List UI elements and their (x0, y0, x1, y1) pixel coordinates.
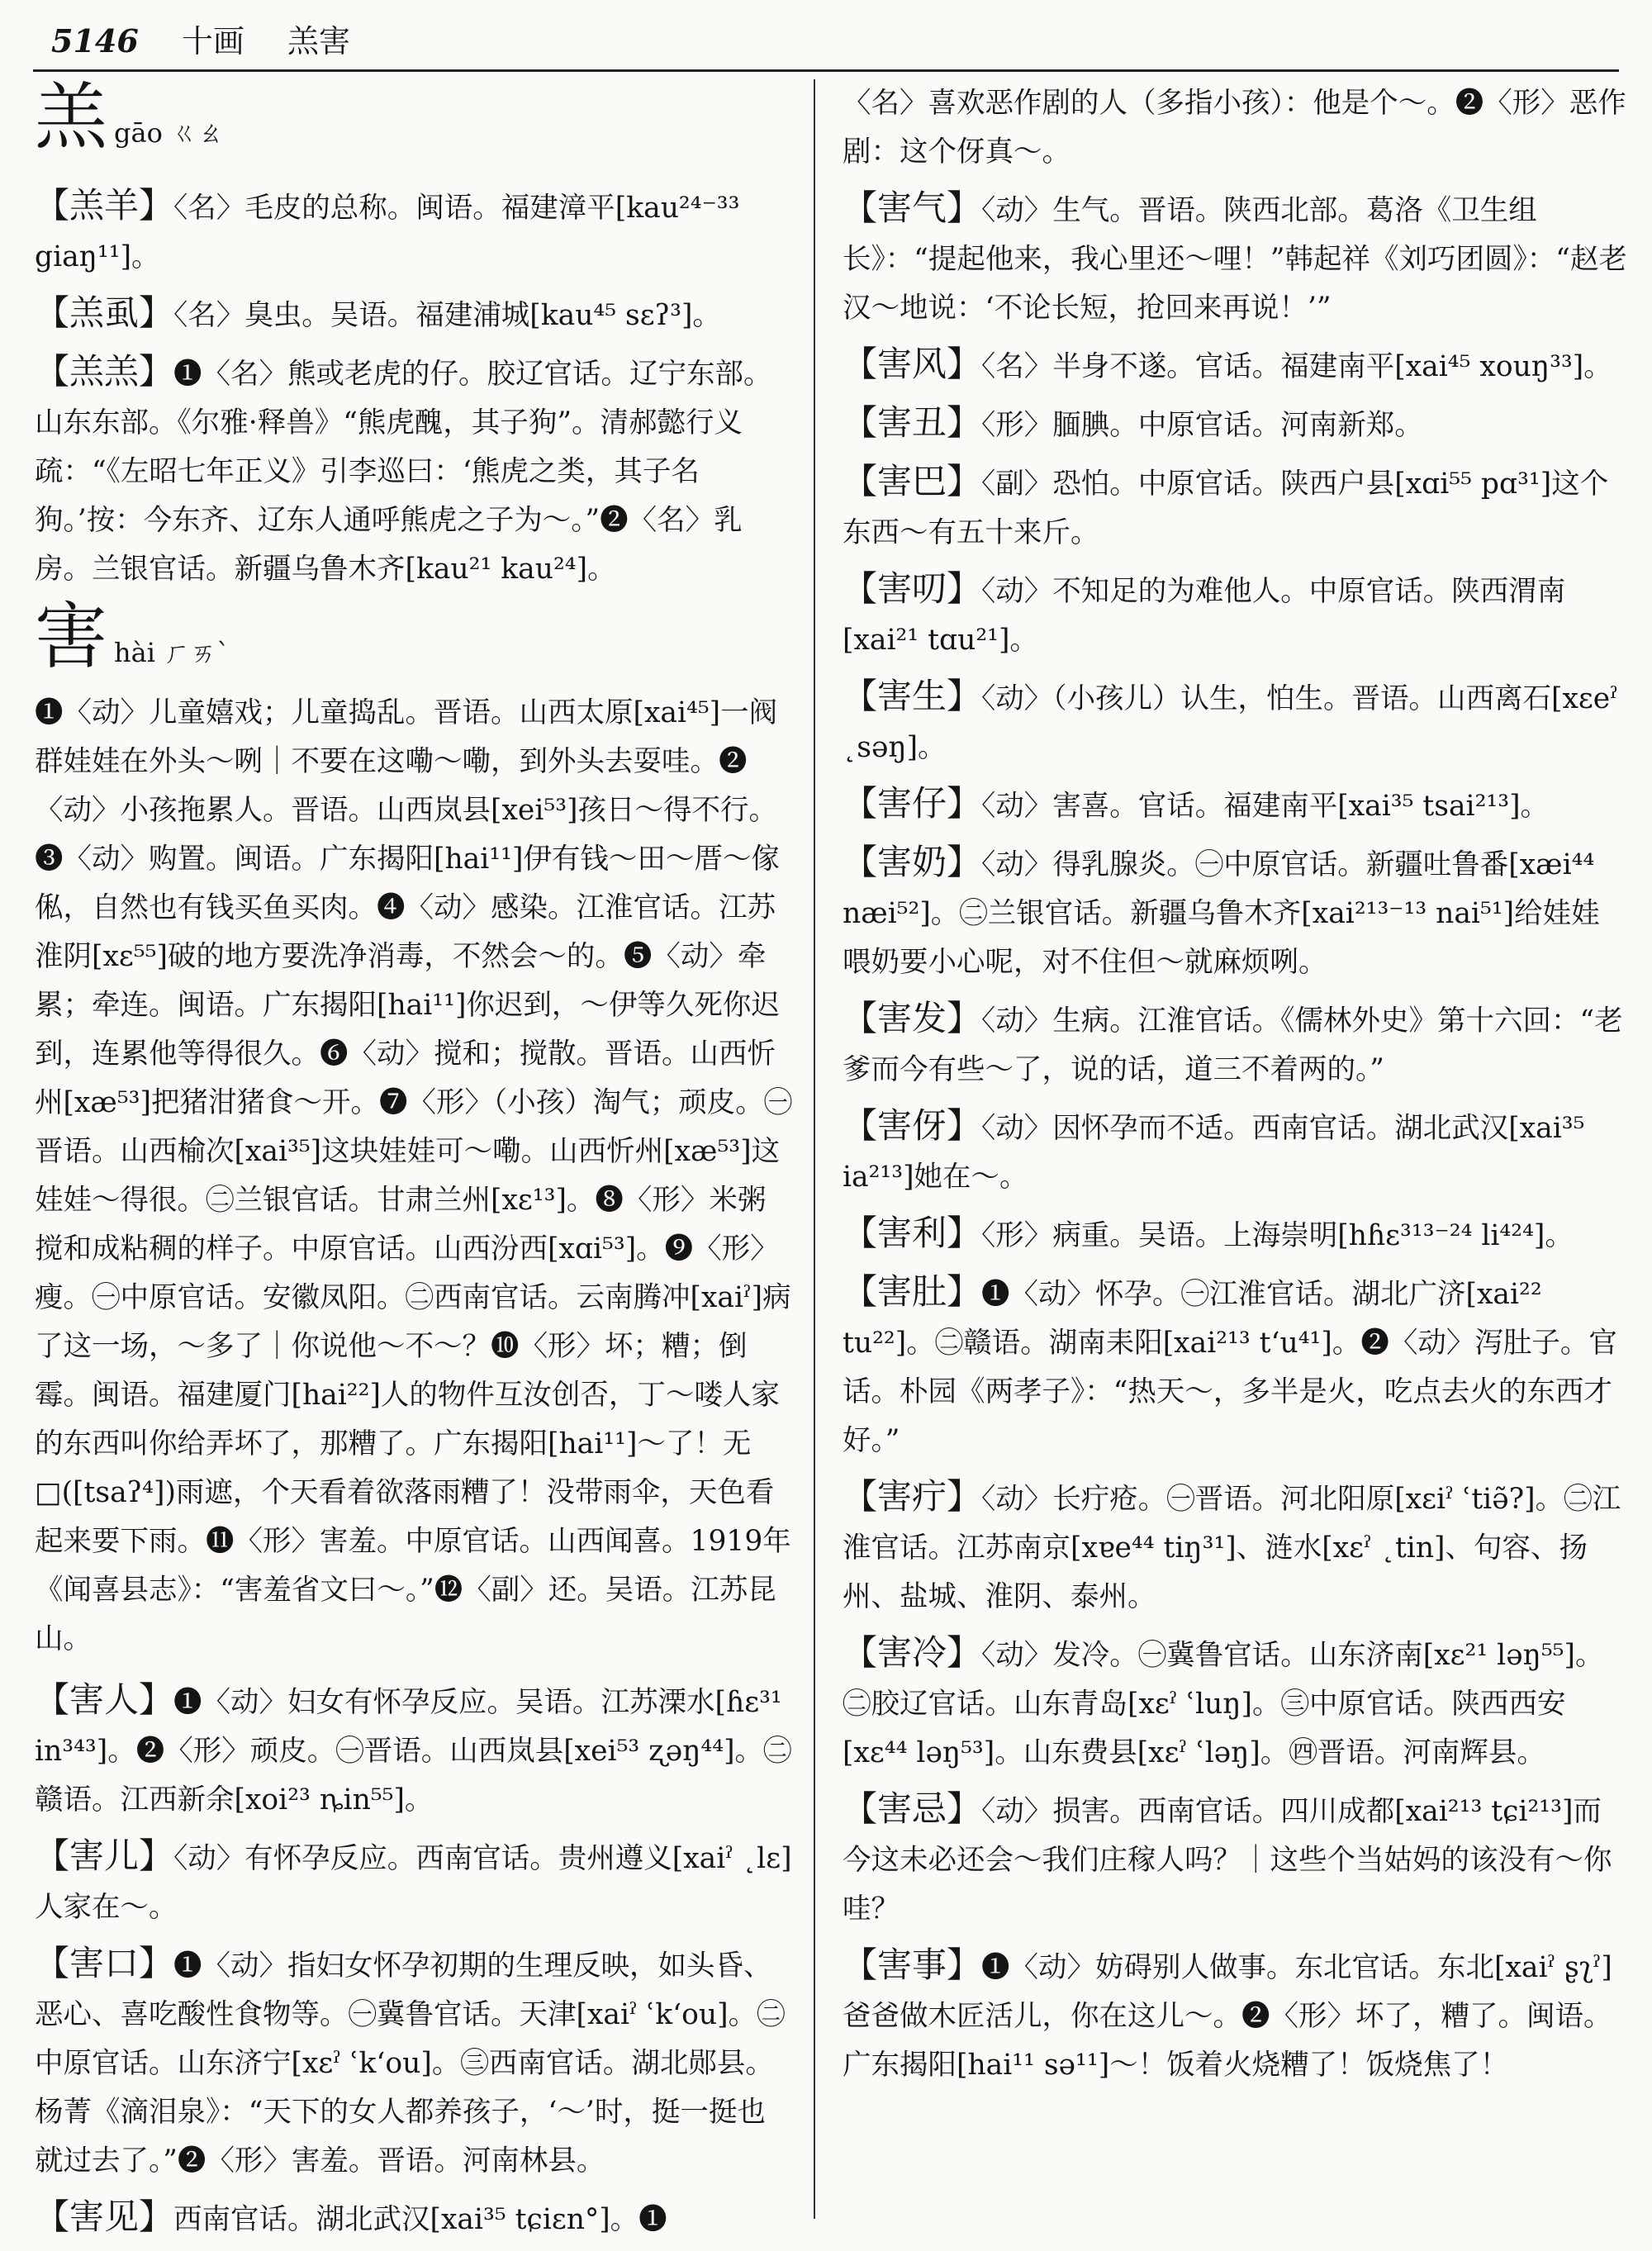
section-label: 十画 (181, 23, 244, 59)
dictionary-entry (35, 288, 793, 340)
headword: 【害利】 (843, 1213, 982, 1253)
definition-text: 〈名〉半身不遂。官话。福建南平[xai⁴⁵ xouŋ³³]。 (981, 350, 1612, 383)
header-rule (33, 69, 1619, 72)
dictionary-entry (35, 1939, 793, 2186)
dictionary-entry (35, 1831, 793, 1932)
definition-text: 〈动〉（小孩儿）认生，怕生。晋语。山西离石[xɛeˀ ˛səŋ]。 (843, 682, 1618, 764)
definition-text: ❶〈动〉妨碍别人做事。东北官话。东北[xaiˀ ʂʅˀ]爸爸做木匠活儿，你在这儿～。❷〈形〉坏了，糟了。闽语。广东揭阳[hai¹¹ sə¹¹]～！饭着火烧糟了！饭烧焦了！ (843, 1951, 1612, 2082)
page-number: 5146 (51, 22, 139, 59)
definition-text: 〈动〉长疔疮。㊀晋语。河北阳原[xɛiˀ ʿtiə̃?]。㊁江淮官话。江苏南京[xɐe⁴⁴ tiŋ³¹]、涟水[xɛˀ ˛tin]、句容、扬州、盐城、淮阴、泰州。 (843, 1483, 1621, 1613)
character-entry (35, 594, 793, 1664)
headword: 【害肚】 (843, 1271, 982, 1312)
headword: 【羔羔】 (35, 351, 174, 392)
headword: 【害叨】 (843, 568, 982, 609)
dictionary-entry (843, 672, 1627, 772)
headword: 【害生】 (843, 676, 982, 716)
character-entry (35, 74, 793, 169)
headword: 【害气】 (843, 188, 982, 228)
headword: 【害人】 (35, 1679, 174, 1720)
dictionary-entry (35, 181, 793, 282)
definition-text: ❶〈动〉怀孕。㊀江淮官话。湖北广济[xai²² tu²²]。㊁赣语。湖南耒阳[xai²¹³ t‘u⁴¹]。❷〈动〉泻肚子。官话。朴园《两孝子》：“热天～，多半是火，吃点去火的东西才好。” (843, 1278, 1617, 1457)
definition-text: 〈动〉生气。晋语。陕西北部。葛洛《卫生组长》：“提起他来，我心里还～哩！”韩起祥《刘巧团圆》：“赵老汉～地说：‘不论长短，抢回来再说！’” (843, 194, 1627, 325)
definition-text: 〈名〉毛皮的总称。闽语。福建漳平[kau²⁴⁻³³ giaŋ¹¹]。 (35, 192, 740, 273)
definition-text: 〈名〉喜欢恶作剧的人（多指小孩）：他是个～。❷〈形〉恶作剧：这个伢真～。 (843, 87, 1626, 169)
header-characters: 羔害 (287, 23, 350, 59)
headword: 【害发】 (843, 998, 982, 1038)
headword: 【害奶】 (843, 842, 982, 882)
definition-text: 〈动〉得乳腺炎。㊀中原官话。新疆吐鲁番[xæi⁴⁴ næi⁵²]。㊁兰银官话。新疆乌鲁木齐[xai²¹³⁻¹³ nai⁵¹]给娃娃喂奶要小心呢，对不住但～就麻烦咧。 (843, 848, 1600, 979)
dictionary-entry (843, 1101, 1627, 1202)
dictionary-entry (843, 398, 1627, 450)
dictionary-entry (843, 564, 1627, 665)
head-character: 害 (35, 594, 108, 679)
dictionary-entry (35, 2192, 793, 2244)
definition-text: 〈形〉腼腆。中原官话。河南新郑。 (981, 409, 1423, 442)
dictionary-entry (843, 838, 1627, 987)
dictionary-entry (843, 779, 1627, 831)
definition-text: 〈动〉发冷。㊀冀鲁官话。山东济南[xɛ²¹ ləŋ⁵⁵]。㊁胶辽官话。山东青岛[xɛˀ ʿluŋ]。㊂中原官话。陕西西安[xɛ⁴⁴ ləŋ⁵³]。山东费县[xɛˀ ʿləŋ]。㊃晋语。河南辉县。 (843, 1639, 1604, 1769)
headword: 【羔虱】 (35, 292, 174, 333)
definition-text: 〈动〉害喜。官话。福建南平[xai³⁵ tsai²¹³]。 (981, 790, 1550, 823)
dictionary-entry (843, 1940, 1627, 2090)
definition-text: 〈副〉恐怕。中原官话。陕西户县[xɑi⁵⁵ pɑ³¹]这个东西～有五十来斤。 (843, 468, 1609, 549)
left-column (35, 74, 793, 2251)
definition-text: ❶〈名〉熊或老虎的仔。胶辽官话。辽宁东部。山东东部。《尔雅·释兽》“熊虎醜，其子狗”。清郝懿行义疏：“《左昭七年正义》引李巡曰：‘熊虎之类，其子名狗。’按：今东齐、辽东人通呼熊虎之子为～。”❷〈名〉乳房。兰银官话。新疆乌鲁木齐[kau²¹ kau²⁴]。 (35, 358, 772, 586)
dictionary-entry (843, 457, 1627, 558)
definition-text: 〈动〉损害。西南官话。四川成都[xai²¹³ tɕi²¹³]而今这未必还会～我们庄稼人吗？｜这些个当姑妈的该没有～你哇？ (843, 1795, 1612, 1926)
headword: 【羔羊】 (35, 185, 174, 226)
headword: 【害冷】 (843, 1632, 982, 1673)
dictionary-entry (843, 1209, 1627, 1261)
dictionary-entry (843, 1628, 1627, 1778)
definition-text: ❶〈动〉儿童嬉戏；儿童捣乱。晋语。山西太原[xai⁴⁵]一阀群娃娃在外头～咧｜不要在这嘞～嘞，到外头去耍哇。❷〈动〉小孩拖累人。晋语。山西岚县[xei⁵³]孩日～得不行。❸〈动〉购置。闽语。广东揭阳[hai¹¹]伊有钱～田～厝～傢俬，自然也有钱买鱼买肉。❹〈动〉感染。江淮官话。江苏淮阴[xɛ⁵⁵]破的地方要洗净消毒，不然会～的。❺〈动〉牵累；牵连。闽语。广东揭阳[hai¹¹]你迟到，～伊等久死你迟到，连累他等得很久。❻〈动〉搅和；搅散。晋语。山西忻州[xæ⁵³]把猪泔猪食～开。❼〈形〉（小孩）淘气；顽皮。㊀晋语。山西榆次[xai³⁵]这块娃娃可～嘞。山西忻州[xæ⁵³]这娃娃～得很。㊁兰银官话。甘肃兰州[xɛ¹³]。❽〈形〉米粥搅和成粘稠的样子。中原官话。山西汾西[xɑi⁵³]。❾〈形〉瘦。㊀中原官话。安徽凤阳。㊁西南官话。云南腾冲[xaiˀ]病了这一场，～多了｜你说他～不～？❿〈形〉坏；糟；倒霉。闽语。福建厦门[hai²²]人的物件互汝创否，丁～喽人家的东西叫你给弄坏了，那糟了。广东揭阳[hai¹¹]～了！无□([tsaʔ⁴])雨遮，个天看着欲落雨糟了！没带雨伞，天色看起来要下雨。⓫〈形〉害羞。中原官话。山西闻喜。1919年《闻喜县志》：“害羞省文曰～。”⓬〈副〉还。吴语。江苏昆山。 (35, 696, 793, 1655)
pronunciation: gāo ㄍㄠ (114, 117, 225, 149)
definition-text: ❶〈动〉妇女有怀孕反应。吴语。江苏溧水[ɦɛ³¹ in³⁴³]。❷〈形〉顽皮。㊀晋语。山西岚县[xei⁵³ ʐəŋ⁴⁴]。㊁赣语。江西新余[xoi²³ ȵin⁵⁵]。 (35, 1686, 792, 1816)
definition-text: 〈动〉不知足的为难他人。中原官话。陕西渭南[xai²¹ tɑu²¹]。 (843, 575, 1566, 657)
definition-text: 〈动〉有怀孕反应。西南官话。贵州遵义[xaiˀ ˛lɛ]人家在～。 (35, 1842, 792, 1924)
headword: 【害丑】 (843, 402, 982, 443)
right-column (843, 79, 1627, 2097)
headword: 【害口】 (35, 1943, 174, 1983)
headword: 【害见】 (35, 2196, 174, 2237)
column-divider (814, 79, 815, 2219)
headword: 【害疔】 (843, 1476, 982, 1517)
dictionary-entry (843, 1784, 1627, 1934)
page-header (51, 18, 383, 64)
definition-text: 〈动〉因怀孕而不适。西南官话。湖北武汉[xai³⁵ ia²¹³]她在～。 (843, 1112, 1585, 1194)
pronunciation: hài ㄏㄞˋ (114, 637, 230, 668)
headword: 【害儿】 (35, 1835, 174, 1876)
headword: 【害巴】 (843, 461, 982, 501)
definition-text: ❶〈动〉指妇女怀孕初期的生理反映，如头昏、恶心、喜吃酸性食物等。㊀冀鲁官话。天津[xaiˀ ʿk‘ou]。㊁中原官话。山东济宁[xɛˀ ʿk‘ou]。㊂西南官话。湖北郧县。杨菁《滴泪泉》：“天下的女人都养孩子，‘～’时，挺一挺也就过去了。”❷〈形〉害羞。晋语。河南林县。 (35, 1949, 786, 2177)
head-character: 羔 (35, 74, 108, 159)
definition-text: 西南官话。湖北武汉[xai³⁵ tɕiɛn°]。❶ (173, 2203, 667, 2236)
dictionary-entry (843, 1472, 1627, 1622)
dictionary-entry (843, 994, 1627, 1095)
definition-text: 〈名〉臭虫。吴语。福建浦城[kau⁴⁵ sɛʔ³]。 (173, 299, 721, 332)
definition-text: 〈形〉病重。吴语。上海崇明[hɦɛ³¹³⁻²⁴ li⁴²⁴]。 (981, 1219, 1574, 1252)
headword: 【害风】 (843, 344, 982, 384)
headword: 【害伢】 (843, 1105, 982, 1146)
dictionary-entry (843, 183, 1627, 333)
dictionary-entry (843, 1267, 1627, 1465)
dictionary-entry (843, 340, 1627, 392)
dictionary-entry (35, 347, 793, 594)
definition-text: 〈动〉生病。江淮官话。《儒林外史》第十六回：“老爹而今有些～了，说的话，道三不着两的。” (843, 1004, 1623, 1086)
headword: 【害仔】 (843, 783, 982, 824)
dictionary-entry (35, 1675, 793, 1825)
headword: 【害事】 (843, 1945, 982, 1985)
headword: 【害忌】 (843, 1788, 982, 1829)
entry-continuation (843, 79, 1627, 177)
